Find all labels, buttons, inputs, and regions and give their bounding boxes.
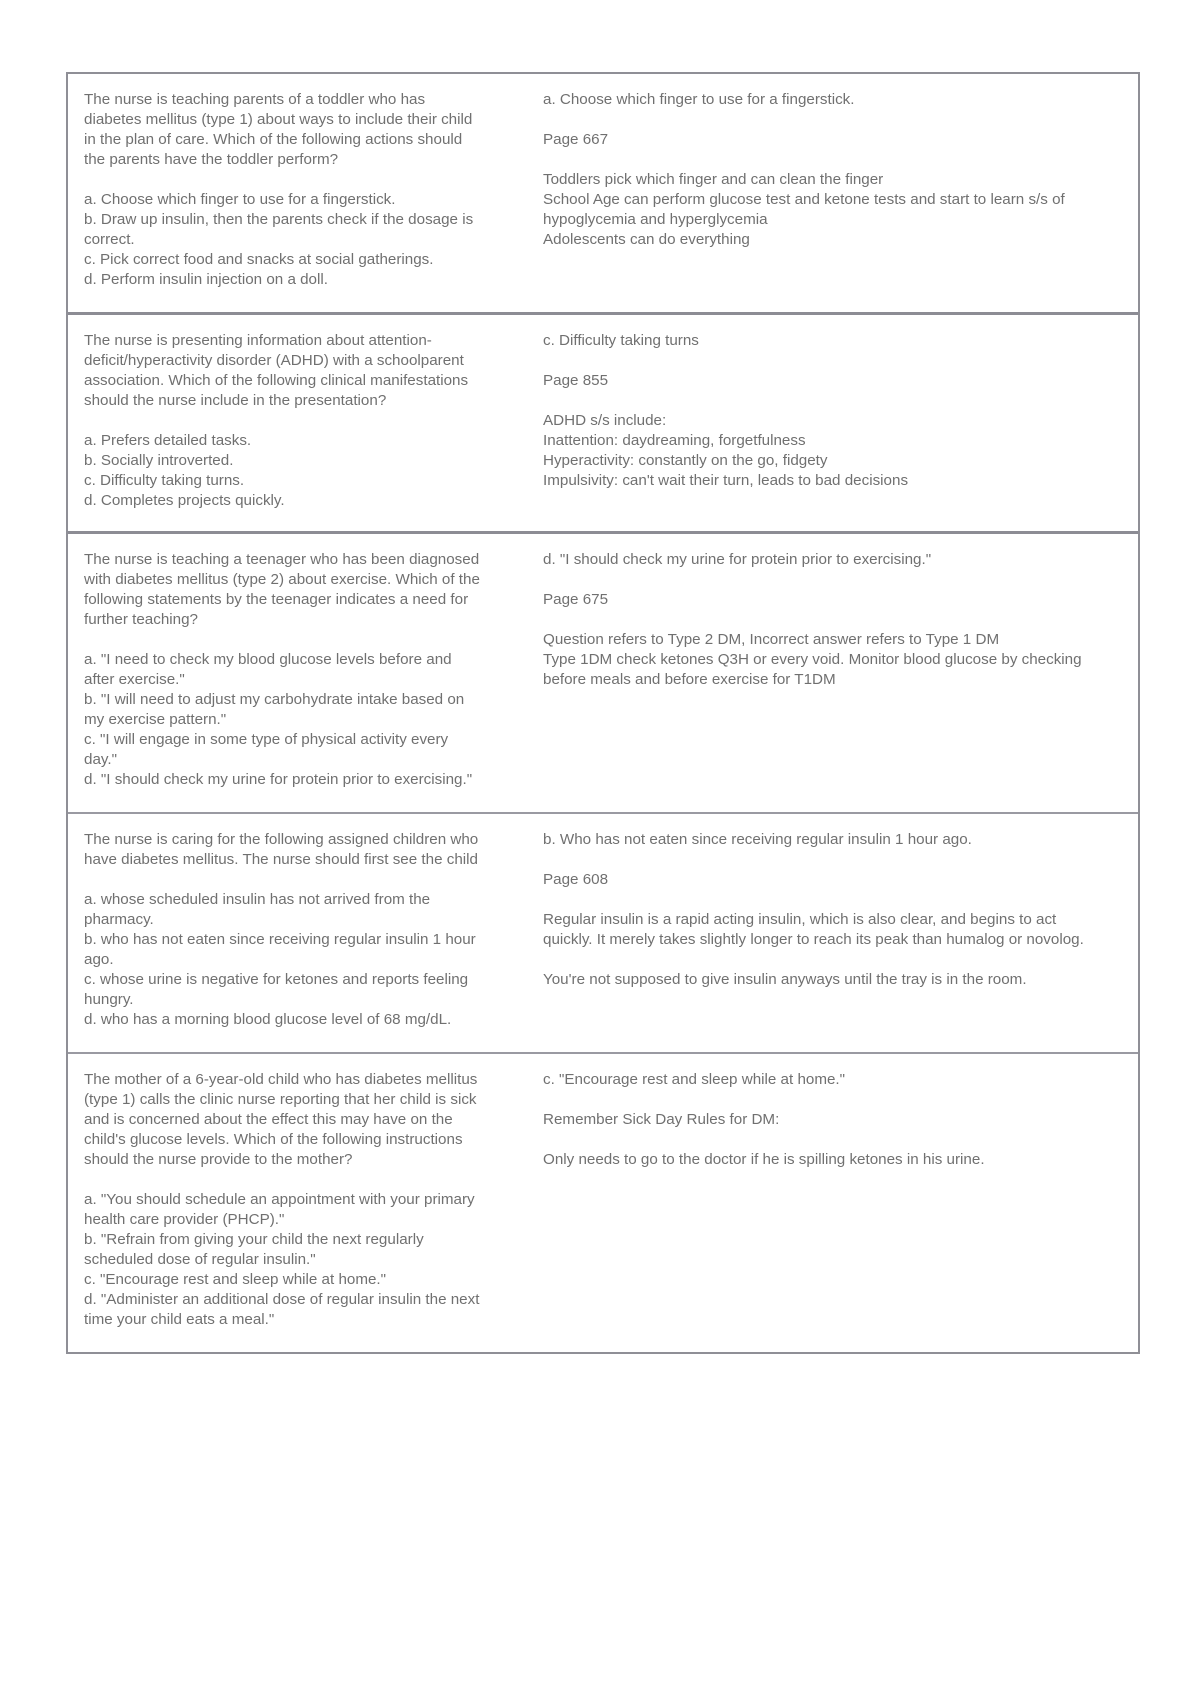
correct-answer: c. Difficulty taking turns [543,332,699,349]
question-column [84,550,531,796]
answer-options: a. "I need to check my blood glucose levels before and after exercise." b. "I will need to adjust my carbohydrate intake based on my exercise pattern." c. "I will engage in some type of physical activity every day." d. "I should check my urine for protein prior to exercising." [84,651,473,788]
answer-options: a. whose scheduled insulin has not arrived from the pharmacy. b. who has not eaten since receiving regular insulin 1 hour ago. c. whose urine is negative for ketones and reports feeling hungry. d. who has a morning blood glucose level of 68 mg/dL. [84,891,476,1028]
question-column [84,90,531,296]
sick-day-rules: Remember Sick Day Rules for DM: [543,1111,780,1128]
flashcard-4 [68,812,1138,1052]
explanation: Question refers to Type 2 DM, Incorrect answer refers to Type 1 DM Type 1DM check ketones Q3H or every void. Monitor blood glucose by checking before meals and before exercise for T1DM [543,631,1082,688]
question-column [84,830,531,1036]
explanation: Toddlers pick which finger and can clean the finger School Age can perform glucose test and ketone tests and start to learn s/s of hypoglycemia and hyperglycemia Adolescents can do everything [543,171,1065,248]
note: You're not supposed to give insulin anyways until the tray is in the room. [543,971,1027,988]
page-reference: Page 608 [543,871,609,888]
question-text: The mother of a 6-year-old child who has diabetes mellitus (type 1) calls the clinic nurse reporting that her child is sick and is concerned about the effect this may have on the child's glucose levels. Which of the following instructions should the nurse provide to the mother? [84,1071,478,1168]
answer-options: a. "You should schedule an appointment with your primary health care provider (PHCP)." b. "Refrain from giving your child the next regularly scheduled dose of regular insulin." c. "Encourage rest and sleep while at home." d. "Administer an additional dose of regular insulin the next time your child eats a meal." [84,1191,480,1328]
flashcard-3 [68,531,1138,812]
answer-column [531,331,1124,515]
answer-column [531,830,1124,1036]
question-column [84,1070,531,1336]
explanation: Only needs to go to the doctor if he is spilling ketones in his urine. [543,1151,985,1168]
answer-options: a. Prefers detailed tasks. b. Socially introverted. c. Difficulty taking turns. d. Completes projects quickly. [84,432,285,509]
answer-column [531,550,1124,796]
question-text: The nurse is caring for the following assigned children who have diabetes mellitus. The nurse should first see the child [84,831,479,868]
correct-answer: d. "I should check my urine for protein prior to exercising." [543,551,932,568]
flashcard-sheet [66,72,1140,1354]
flashcard-5 [68,1052,1138,1352]
question-text: The nurse is teaching parents of a toddler who has diabetes mellitus (type 1) about ways to include their child in the plan of care. Which of the following actions should the parents have the toddler perform? [84,91,473,168]
explanation: Regular insulin is a rapid acting insulin, which is also clear, and begins to act quickly. It merely takes slightly longer to reach its peak than humalog or novolog. [543,911,1084,948]
page-reference: Page 667 [543,131,609,148]
answer-column [531,1070,1124,1336]
question-column [84,331,531,515]
correct-answer: c. "Encourage rest and sleep while at home." [543,1071,846,1088]
question-text: The nurse is teaching a teenager who has been diagnosed with diabetes mellitus (type 2) about exercise. Which of the following statements by the teenager indicates a need for further teaching? [84,551,480,628]
page-reference: Page 855 [543,372,609,389]
question-text: The nurse is presenting information about attention- deficit/hyperactivity disorder (ADHD) with a schoolparent association. Which of the following clinical manifestations should the nurse include in the presentation? [84,332,469,409]
flashcard-2 [68,312,1138,531]
explanation: ADHD s/s include: Inattention: daydreaming, forgetfulness Hyperactivity: constantly on the go, fidgety Impulsivity: can't wait their turn, leads to bad decisions [543,412,909,489]
page-reference: Page 675 [543,591,609,608]
answer-options: a. Choose which finger to use for a fingerstick. b. Draw up insulin, then the parents check if the dosage is correct. c. Pick correct food and snacks at social gatherings. d. Perform insulin injection on a doll. [84,191,474,288]
correct-answer: b. Who has not eaten since receiving regular insulin 1 hour ago. [543,831,972,848]
flashcard-1 [68,74,1138,312]
correct-answer: a. Choose which finger to use for a fingerstick. [543,91,855,108]
answer-column [531,90,1124,296]
